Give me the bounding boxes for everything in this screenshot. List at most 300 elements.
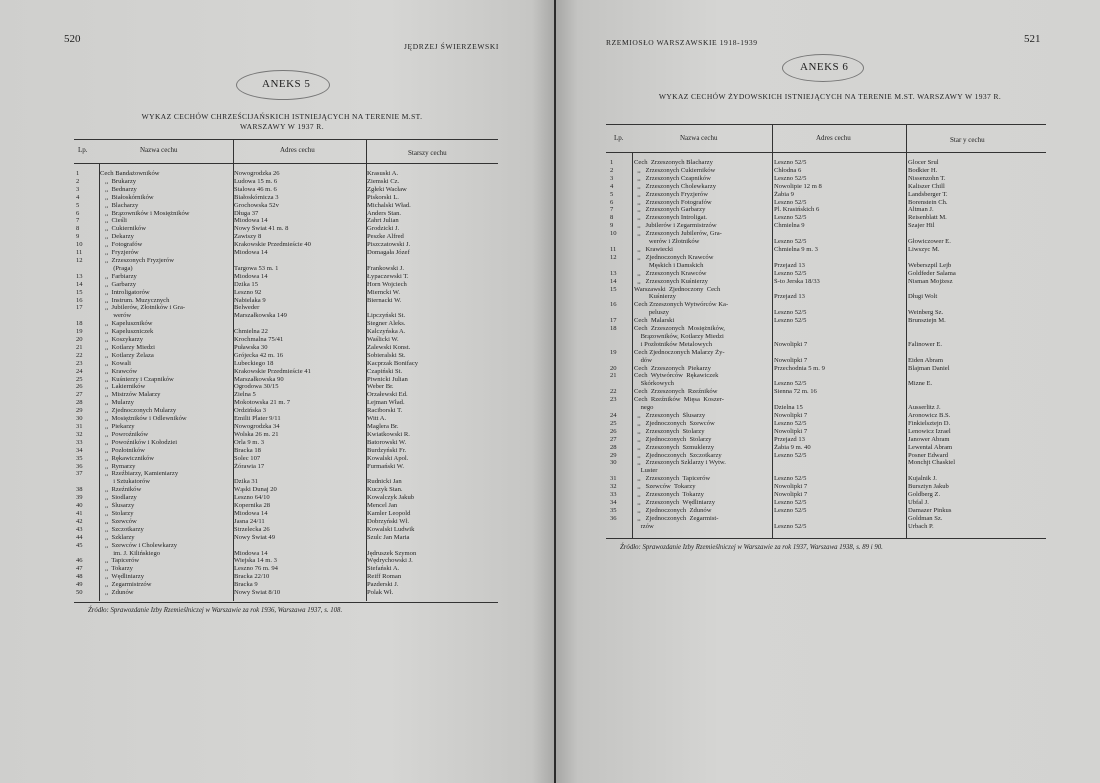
address-cell: Leszno 76 m. 94 <box>234 565 278 573</box>
elder-cell: Blajman Daniel <box>908 364 950 372</box>
table-row <box>610 523 1038 531</box>
lp-cell: 7 <box>76 217 80 225</box>
guild-name-cell: ,, Kotlarzy Żelaza <box>100 351 154 359</box>
table-row <box>76 241 497 249</box>
lp-cell: 4 <box>610 182 614 190</box>
lp-cell: 27 <box>76 391 83 399</box>
table-row <box>610 238 1038 246</box>
table-row <box>76 225 497 233</box>
lp-cell: 28 <box>76 399 83 407</box>
lp-cell: 17 <box>76 304 83 312</box>
lp-cell: 8 <box>76 225 80 233</box>
lp-cell <box>610 404 634 412</box>
table-row <box>76 439 497 447</box>
guild-name-cell: ,, Kowali <box>100 359 131 367</box>
table-row <box>610 515 1038 523</box>
elder-cell: Zgłeki Wacław <box>367 185 407 193</box>
address-cell: Nowolipki 7 <box>774 340 808 348</box>
elder-cell: Ausserlitz J. <box>908 404 941 412</box>
elder-cell: Zalewski Konst. <box>367 343 411 351</box>
elder-cell: Raciborski T. <box>367 407 403 415</box>
table-row <box>610 499 1038 507</box>
guild-name-cell: ,, Zdunów <box>100 589 134 597</box>
table-row <box>610 199 1038 207</box>
lp-cell: 1 <box>76 170 80 177</box>
lp-cell <box>610 357 634 365</box>
table-row <box>76 478 497 486</box>
elder-cell: Wędrychowski J. <box>367 557 413 565</box>
table-row <box>76 502 497 510</box>
guild-name-cell: ,, Zrzeszonych Ślusarzy <box>634 412 706 419</box>
lp-cell: 21 <box>610 372 617 380</box>
guild-name-cell: Brązowników, Kotlarzy Miedzi <box>634 332 724 340</box>
guild-name-cell: ,, Farbiarzy <box>100 272 137 280</box>
lp-cell: 33 <box>76 438 83 446</box>
address-cell: Wiejska 14 m. 3 <box>234 557 277 565</box>
elder-cell: Mierncki W. <box>367 288 400 296</box>
elder-cell: Brunsztejn M. <box>908 317 946 325</box>
table-row <box>76 289 497 297</box>
address-cell: Jasna 24/11 <box>234 517 265 525</box>
elder-cell <box>908 388 1038 396</box>
address-cell: Bracka 22/10 <box>234 573 270 581</box>
elder-cell: Borenstein Ch. <box>908 198 948 206</box>
address-cell: Kopernika 28 <box>234 502 271 510</box>
guild-name-cell: ,, Zjednoczonych Mularzy <box>100 407 177 415</box>
lp-cell: 13 <box>76 272 83 280</box>
guild-name-cell: ,, Szczotkarzy <box>100 525 144 533</box>
lp-cell: 41 <box>76 509 83 517</box>
elder-cell: Witt A. <box>367 415 387 423</box>
address-cell <box>774 349 908 357</box>
table-row <box>610 467 1038 475</box>
address-cell: Leszno 52/5 <box>774 475 807 483</box>
address-cell: Orla 9 m. 3 <box>234 438 265 446</box>
lp-cell: 20 <box>610 364 617 372</box>
elder-cell: Pazderski J. <box>367 581 399 589</box>
elder-cell <box>908 467 1038 475</box>
table-row <box>76 368 497 376</box>
table-row <box>76 178 497 186</box>
elder-cell: Głowiczower E. <box>908 238 951 246</box>
address-cell: Leszno 52/5 <box>774 451 807 459</box>
address-cell: Leszno 52/5 <box>774 506 807 514</box>
address-cell: Lubeckiego 18 <box>234 359 274 367</box>
guild-name-cell: ,, Zjednoczonych Zdunów <box>634 506 712 514</box>
address-cell <box>774 230 908 238</box>
address-cell: Miodowa 14 <box>234 509 268 517</box>
address-cell: Żabia 9 <box>774 190 794 198</box>
table-row <box>76 170 497 178</box>
table-row <box>76 383 497 391</box>
guild-name-cell: ,, Wędliniarzy <box>100 573 145 581</box>
running-head: RZEMIOSŁO WARSZAWSKIE 1918-1939 <box>606 38 758 47</box>
guild-name-cell: ,, Mularzy <box>100 399 134 407</box>
lp-cell: 23 <box>610 396 617 404</box>
lp-cell: 36 <box>610 514 617 522</box>
guild-name-cell: Cech Zrzeszonych Wytwórców Ka- <box>634 301 729 309</box>
table-row <box>610 436 1038 444</box>
guild-name-cell: ,, Powoźników i Kołodziei <box>100 438 178 446</box>
table-row <box>610 396 1038 404</box>
guild-name-cell: ,, Piekarzy <box>100 423 135 430</box>
table-subtitle: WYKAZ CECHÓW CHRZEŚCIJAŃSKICH ISTNIEJĄCYCH NA TERENIE M.ST. WARSZAWY W 1937 R. <box>141 112 423 131</box>
guild-name-cell: ,, Kotlarzy Miedzi <box>100 343 155 351</box>
lp-cell: 46 <box>76 557 83 565</box>
lp-cell: 6 <box>76 209 80 217</box>
lp-cell: 21 <box>76 343 83 351</box>
lp-cell: 44 <box>76 533 83 541</box>
table-row <box>76 550 497 558</box>
table-row <box>610 444 1038 452</box>
elder-cell: Kalczyńska A. <box>367 328 406 336</box>
address-cell: Leszno 52/5 <box>774 498 807 506</box>
lp-cell: 2 <box>610 166 614 174</box>
table-row <box>76 589 497 597</box>
elder-cell: Ubfal J. <box>908 498 929 506</box>
address-cell: Nowy Świat 41 m. 8 <box>234 225 289 233</box>
address-cell: Leszno 52/5 <box>774 174 807 182</box>
elder-cell: Orzałewski Ed. <box>367 391 408 399</box>
guild-name-cell: ,, Zrzeszonych Cholewkarzy <box>634 182 717 190</box>
guild-name-cell: Cech Bandażowników <box>100 170 160 177</box>
table-subtitle: WYKAZ CECHÓW ŻYDOWSKICH ISTNIEJĄCYCH NA TERENIE M.ST. WARSZAWY W 1937 R. <box>658 92 1002 101</box>
guild-name-cell: ,, Ślusarzy <box>100 502 135 510</box>
address-cell: Miodowa 14 <box>234 249 268 257</box>
address-cell <box>774 286 908 294</box>
address-cell: Leszno 64/10 <box>234 494 270 502</box>
elder-cell: Łypaczewski T. <box>367 272 409 280</box>
lp-cell: 12 <box>610 253 617 261</box>
lp-cell: 32 <box>76 430 83 438</box>
guild-name-cell: ,, Fotografów <box>100 241 143 249</box>
table-row <box>76 265 497 273</box>
elder-cell: Falinower E. <box>908 340 943 348</box>
lp-cell: 5 <box>76 201 80 209</box>
lp-cell: 30 <box>76 415 83 423</box>
guild-name-cell: ,, Zrzeszonych Szklarzy i Wytw. <box>634 459 726 467</box>
guild-name-cell: ,, Zrzeszonych Fryzjerów <box>100 256 174 264</box>
elder-cell: Landsberger T. <box>908 190 948 198</box>
guild-name-cell: ,, Zrzeszonych Cukierników <box>634 166 716 174</box>
table-row <box>610 301 1038 309</box>
address-cell: Przejazd 13 <box>774 435 805 443</box>
guild-name-cell: ,, Cukierników <box>100 225 146 233</box>
lp-cell: 32 <box>610 483 617 491</box>
guild-name-cell: ,, Zrzeszonych Introligat. <box>634 214 708 222</box>
elder-cell: Jędruszek Szymon <box>367 549 417 557</box>
table-row <box>76 526 497 534</box>
table-row <box>76 312 497 320</box>
guild-name-cell: Warszawski Zjednoczony Cech <box>634 285 721 293</box>
guild-name-cell: Cech Zrzeszonych Blacharzy <box>634 159 713 166</box>
guild-name-cell: nego <box>634 404 654 412</box>
lp-cell: 15 <box>76 288 83 296</box>
lp-cell: 9 <box>610 222 614 230</box>
lp-cell: 29 <box>610 451 617 459</box>
guild-name-cell: ,, Brukarzy <box>100 177 137 185</box>
address-cell: Sienna 72 m. 16 <box>774 388 817 396</box>
address-cell: Belweder <box>234 304 260 312</box>
table-row <box>610 357 1038 365</box>
table-row <box>76 281 497 289</box>
guild-name-cell: Cech Rzeźników Mięsa Koszer- <box>634 396 724 404</box>
table-row <box>610 222 1038 230</box>
elder-cell: Mizne E. <box>908 380 933 388</box>
elder-cell: Kowalski Apol. <box>367 454 409 462</box>
guild-name-cell: ,, Zjednoczonych Zegarmist- <box>634 514 719 522</box>
table-row <box>76 210 497 218</box>
address-cell <box>774 325 908 333</box>
guild-table-body <box>76 170 497 597</box>
elder-cell: Altman J. <box>908 206 934 214</box>
table-row <box>76 304 497 312</box>
elder-cell: Batorowski W. <box>367 438 407 446</box>
lp-cell <box>610 309 634 317</box>
lp-cell: 11 <box>610 245 617 253</box>
lp-cell: 17 <box>610 317 617 325</box>
table-row <box>76 557 497 565</box>
lp-cell: 40 <box>76 502 83 510</box>
table-row <box>610 214 1038 222</box>
address-cell: Nowolipki 7 <box>774 483 808 491</box>
elder-cell <box>908 325 1038 333</box>
table-row <box>610 175 1038 183</box>
lp-cell <box>610 341 634 349</box>
address-cell: Białoskórnicza 3 <box>234 193 279 201</box>
lp-cell: 23 <box>76 359 83 367</box>
guild-name-cell: Cech Malarski <box>634 317 675 325</box>
lp-cell: 50 <box>76 589 83 597</box>
table-row <box>76 510 497 518</box>
guild-name-cell: ,, Brązowników i Mosiężników <box>100 209 190 217</box>
address-cell <box>774 396 908 404</box>
address-cell: Krakowskie Przedmieście 41 <box>234 367 311 375</box>
guild-name-cell: werów i Złotników <box>634 238 700 246</box>
address-cell: Zawiszy 8 <box>234 233 262 241</box>
elder-cell: Długi Wolt <box>908 293 938 301</box>
table-row <box>76 320 497 328</box>
elder-cell: Kamler Leopold <box>367 509 411 517</box>
elder-cell: Lenowicz Izrael <box>908 427 951 435</box>
lp-cell: 13 <box>610 269 617 277</box>
address-cell <box>774 301 908 309</box>
guild-name-cell: ,, Stolarzy <box>100 509 134 517</box>
elder-cell: Piskorski L. <box>367 193 399 201</box>
running-head: JĘDRZEJ ŚWIERZEWSKI <box>404 42 499 51</box>
elder-cell: Piszczatowski J. <box>367 241 411 249</box>
guild-name-cell: Cech Zrzeszonych Rzeźników <box>634 388 718 396</box>
lp-cell: 34 <box>76 446 83 454</box>
address-cell: Chmielna 22 <box>234 328 268 336</box>
guild-name-cell: ,, Zrzeszonych Kuśnierzy <box>634 277 708 285</box>
guild-name-cell: ,, Zrzeszonych Fotografów <box>634 198 712 206</box>
guild-name-cell: Kuśnierzy <box>634 293 676 301</box>
guild-name-cell: ,, Rzeźników <box>100 486 142 494</box>
col-header-elder: Star y cechu <box>950 136 985 144</box>
elder-cell: Lipczyński St. <box>367 312 406 320</box>
guild-name-cell: ,, Fryzjerów <box>100 249 139 257</box>
guild-name-cell: ,, Jubilerów, Złotników i Gra- <box>100 304 186 312</box>
address-cell: Leszno 52/5 <box>774 522 807 530</box>
lp-cell: 12 <box>76 256 83 264</box>
address-cell: Nowolipki 7 <box>774 412 808 419</box>
lp-cell: 14 <box>610 277 617 285</box>
source-note: Źródło: Sprawozdanie Izby Rzemieślniczej w Warszawie za rok 1937, Warszawa 1938, s. 89 i 90. <box>620 544 883 551</box>
address-cell: Chłodna 6 <box>774 166 802 174</box>
lp-cell: 18 <box>76 320 83 328</box>
elder-cell <box>908 372 1038 380</box>
address-cell: Miodowa 14 <box>234 272 268 280</box>
guild-name-cell: ,, Lakierników <box>100 383 146 391</box>
col-header-elder: Starszy cechu <box>408 149 447 157</box>
elder-cell <box>908 230 1038 238</box>
lp-cell: 43 <box>76 525 83 533</box>
guild-name-cell: ,, Cieśli <box>100 217 127 225</box>
address-cell: Leszno 52/5 <box>774 317 807 325</box>
table-row <box>610 325 1038 333</box>
lp-cell: 36 <box>76 462 83 470</box>
address-cell: Targowa 53 m. 1 <box>234 264 279 272</box>
elder-cell: Bodkier H. <box>908 166 938 174</box>
lp-cell: 35 <box>610 506 617 514</box>
guild-name-cell: ,, Introligatorów <box>100 288 150 296</box>
guild-name-cell: ,, Pozłotników <box>100 446 145 454</box>
guild-name-cell: ,, Blacharzy <box>100 201 139 209</box>
page-number: 520 <box>64 33 81 45</box>
table-row <box>610 380 1038 388</box>
guild-name-cell: i Pozłotników Metalowych <box>634 340 713 348</box>
elder-cell: Szulc Jan Maria <box>367 533 410 541</box>
address-cell: Żabia 9 m. 40 <box>774 443 811 451</box>
address-cell: Dzika 31 <box>234 478 258 486</box>
lp-cell: 15 <box>610 285 617 293</box>
address-cell: Leszno 52/5 <box>774 198 807 206</box>
lp-cell: 45 <box>76 541 83 549</box>
guild-name-cell: ,, Zrzeszonych Krawców <box>634 269 707 277</box>
address-cell: Miodowa 14 <box>234 217 268 225</box>
address-cell: Miodowa 14 <box>234 549 268 557</box>
address-cell: Stalowa 46 m. 6 <box>234 185 277 193</box>
lp-cell: 28 <box>610 443 617 451</box>
elder-cell: Glocer Srul <box>908 159 939 166</box>
guild-name-cell: ,, Zjednoczonych Krawców <box>634 253 714 261</box>
guild-name-cell: Cech Zjednoczonych Malarzy Ży- <box>634 348 725 356</box>
table-row <box>76 423 497 431</box>
address-cell <box>774 515 908 523</box>
table-row <box>610 262 1038 270</box>
address-cell: Nabielaka 9 <box>234 296 266 304</box>
table-row <box>610 270 1038 278</box>
address-cell <box>774 372 908 380</box>
table-row <box>610 317 1038 325</box>
guild-name-cell: ,, Zegarmistrzów <box>100 581 152 589</box>
table-row <box>76 328 497 336</box>
guild-name-cell: ,, Zrzeszonych Wędliniarzy <box>634 498 715 506</box>
lp-cell: 2 <box>76 177 80 185</box>
table-row <box>76 534 497 542</box>
lp-cell: 47 <box>76 565 83 573</box>
table-bottom-rule <box>606 538 1046 539</box>
elder-cell: Michalski Wład. <box>367 201 411 209</box>
elder-cell: Liwszyc M. <box>908 245 940 253</box>
address-cell <box>234 320 367 328</box>
guild-name-cell: ,, Szklarzy <box>100 533 135 541</box>
elder-cell <box>367 542 497 550</box>
lp-cell <box>610 293 634 301</box>
lp-cell: 7 <box>610 206 614 214</box>
col-header-lp: Lp. <box>78 146 88 154</box>
address-cell: Dzika 15 <box>234 280 258 288</box>
table-row <box>76 494 497 502</box>
page-number: 521 <box>1024 33 1041 45</box>
table-row <box>610 278 1038 286</box>
table-row <box>610 491 1038 499</box>
right-page <box>556 0 1100 783</box>
table-row <box>76 581 497 589</box>
guild-name-cell: dów <box>634 356 652 364</box>
address-cell: Krochmalna 75/41 <box>234 336 284 344</box>
address-cell: Puławska 30 <box>234 343 268 351</box>
address-cell: Leszno 52/5 <box>774 309 807 317</box>
table-row <box>610 167 1038 175</box>
address-cell: Grochowska 52v <box>234 201 279 209</box>
elder-cell: Goldfeder Salama <box>908 269 956 277</box>
guild-table-body <box>610 159 1038 531</box>
table-header-rule <box>74 163 498 164</box>
guild-name-cell: ,, Dekarzy <box>100 233 134 241</box>
table-header-rule <box>606 152 1046 153</box>
address-cell: Leszno 52/5 <box>774 238 807 246</box>
table-row <box>76 542 497 550</box>
guild-name-cell: ,, Rękawiczników <box>100 454 155 462</box>
elder-cell: Ziemski Cz. <box>367 177 400 185</box>
guild-name-cell: ,, Krawców <box>100 367 138 375</box>
elder-cell: Damazer Pinkus <box>908 506 952 514</box>
address-cell: Bracka 9 <box>234 581 258 589</box>
col-header-address: Adres cechu <box>816 134 851 142</box>
lp-cell: 22 <box>76 351 83 359</box>
elder-cell <box>908 301 1038 309</box>
guild-name-cell: ,, Siodlarzy <box>100 494 137 502</box>
address-cell: Przejazd 13 <box>774 293 805 301</box>
elder-cell: Burdzyński Fr. <box>367 446 407 454</box>
elder-cell: Rudnicki Jan <box>367 478 402 486</box>
table-row <box>76 273 497 281</box>
address-cell: Leszno 52/5 <box>774 269 807 277</box>
guild-name-cell: ,, Rymarzy <box>100 462 136 470</box>
elder-cell: Mencel Jan <box>367 502 398 510</box>
guild-name-cell: rzów <box>634 522 654 530</box>
elder-cell: Urbach P. <box>908 522 934 530</box>
elder-cell: Posner Edward <box>908 451 949 459</box>
address-cell <box>774 254 908 262</box>
address-cell: Leszno 52/5 <box>774 419 807 427</box>
table-row <box>610 459 1038 467</box>
lp-cell <box>610 238 634 246</box>
lp-cell: 26 <box>610 427 617 435</box>
guild-name-cell: Męskich i Damskich <box>634 261 704 269</box>
table-row <box>76 376 497 384</box>
table-row <box>610 341 1038 349</box>
lp-cell: 34 <box>610 498 617 506</box>
elder-cell: Lewental Abram <box>908 443 953 451</box>
table-row <box>610 404 1038 412</box>
guild-name-cell: ,, Instrum. Muzycznych <box>100 296 170 304</box>
table-row <box>610 483 1038 491</box>
table-row <box>76 431 497 439</box>
guild-name-cell: ,, Zrzeszonych Jubilerów, Gra- <box>634 230 722 238</box>
